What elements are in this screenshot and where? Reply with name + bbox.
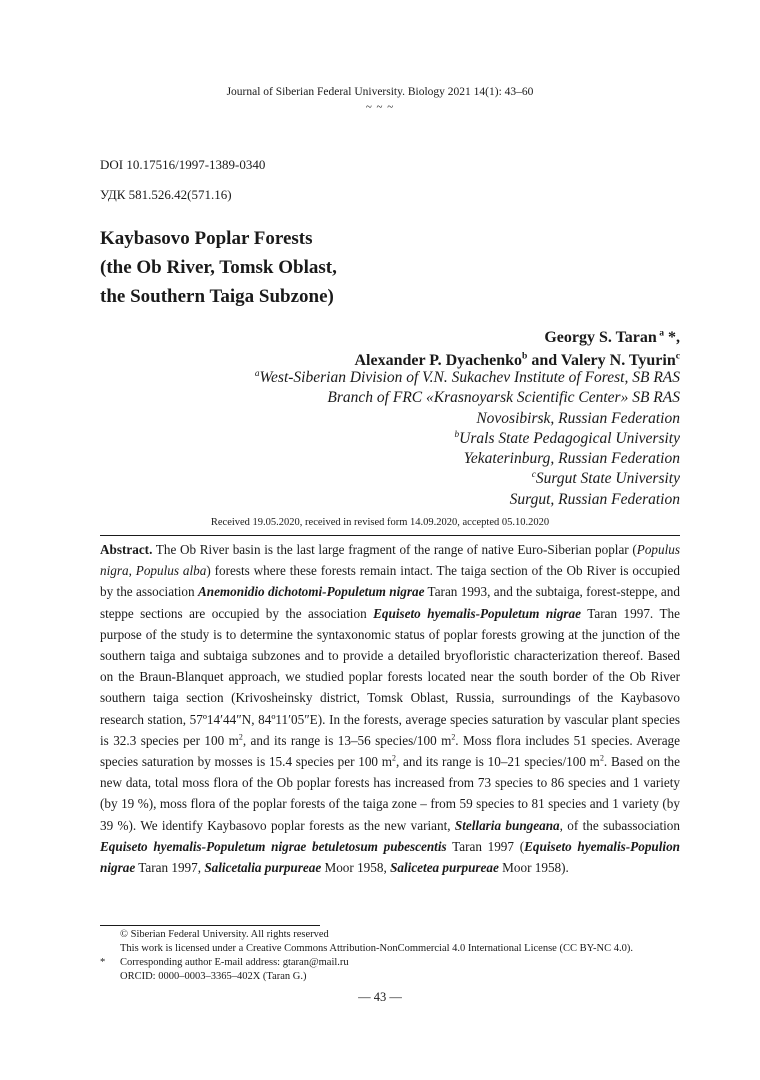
affiliation-a-line3: Novosibirsk, Russian Federation	[476, 409, 680, 427]
affiliation-a	[255, 368, 680, 388]
email-text: Corresponding author E-mail address: gtaran@mail.ru	[120, 957, 349, 968]
abstract	[100, 539, 680, 878]
affiliation-c	[255, 469, 680, 489]
affiliation-b	[255, 429, 680, 449]
page-number: — 43 —	[358, 990, 402, 1004]
affiliation-marker: a	[254, 368, 260, 379]
udk-code: УДК 581.526.42(571.16)	[100, 187, 232, 202]
author-list	[354, 326, 680, 372]
author-name: Alexander P. Dyachenko	[354, 352, 523, 369]
affiliation-marker: b	[454, 429, 460, 440]
affiliation-text: West-Siberian Division of V.N. Sukachev Institute of Forest, SB RAS	[259, 369, 680, 386]
affiliation-marker: a	[659, 327, 664, 339]
paper-title	[100, 224, 337, 311]
affiliation-b-line2: Yekaterinburg, Russian Federation	[463, 450, 680, 468]
title-line-1: Kaybasovo Poplar Forests	[100, 228, 313, 249]
orcid-note: ORCID: 0000–0003–3365–402X (Taran G.)	[120, 971, 307, 982]
affiliation-text: Urals State Pedagogical University	[459, 429, 680, 447]
license-note: This work is licensed under a Creative Commons Attribution-NonCommercial 4.0 International License (CC BY-NC 4.0).	[120, 943, 633, 954]
footnote-divider	[100, 925, 320, 926]
copyright-note: © Siberian Federal University. All rights reserved	[120, 929, 329, 940]
affiliation-a-line2: Branch of FRC «Krasnoyarsk Scientific Center» SB RAS	[327, 389, 680, 407]
affiliation-marker: c	[531, 470, 536, 481]
footnote-star: *	[100, 957, 106, 968]
abstract-text: Abstract. The Ob River basin is the last large fragment of the range of native Euro-Siberian poplar (Populus nigra, Populus alba) forests where these forests remain intact. The taiga section of the Ob River is occupied by the association Anemonidio dichotomi-Populetum nigrae Taran 1993, and the subtaiga, forest-steppe, and steppe sections are occupied by the association Equiseto hyemalis-Populetum nigrae Taran 1997. The purpose of the study is to determine the syntaxonomic status of poplar forests growing at the junction of the southern taiga and subtaiga subzones and to provide a detailed bryofloristic characterization thereof. Based on the Braun-Blanquet approach, we studied poplar forests located near the south border of the Ob River southern taiga section (Krivosheinsky district, Tomsk Oblast, Russia, surroundings of the Kaybasovo research station, 57º14′44″N, 84º11′05″E). In the forests, average species saturation by vascular plant species is 32.3 species per 100 $m^2$, and its range is 13–56 species/100 $m^2$. Moss flora includes 51 species. Average species saturation by mosses is 15.4 species per 100 $m^2$, and its range is 10–21 species/100 $m^2$. Based on the new data, total moss flora of the Ob poplar forests has increased from 73 species to 86 species and 1 variety (by 19 %), moss flora of the poplar forests of the taiga zone – from 59 species to 81 species and 1 variety (by 39 %). We identify Kaybasovo poplar forests as the new variant, Stellaria bungeana, of the subassociation Equiseto hyemalis-Populetum nigrae betuletosum pubescentis Taran 1997 (Equiseto hyemalis-Populion nigrae Taran 1997, Salicetalia purpureae Moor 1958, Salicetea purpureae Moor 1958).	[100, 542, 681, 876]
title-line-3: the Southern Taiga Subzone)	[100, 286, 334, 307]
title-line-2: (the Ob River, Tomsk Oblast,	[100, 257, 337, 278]
journal-header: Journal of Siberian Federal University. Biology 2021 14(1): 43–60	[226, 86, 534, 98]
author-name: Valery N. Tyurin	[560, 352, 676, 369]
footnotes	[100, 928, 633, 984]
affiliation-marker: c	[675, 350, 680, 362]
corresponding-author-note	[100, 956, 633, 970]
affiliation-text: Surgut State University	[535, 470, 680, 488]
author-line-1	[354, 326, 680, 349]
author-conjunction: and	[527, 352, 561, 369]
corresponding-marker: *,	[664, 329, 680, 346]
abstract-label: Abstract.	[100, 542, 153, 557]
divider	[100, 535, 680, 536]
affiliations	[255, 368, 680, 510]
affiliation-c-line2: Surgut, Russian Federation	[509, 490, 680, 508]
author-name: Georgy S. Taran	[544, 329, 657, 346]
affiliation-marker: b	[522, 350, 528, 362]
received-dates: Received 19.05.2020, received in revised form 14.09.2020, accepted 05.10.2020	[210, 517, 550, 528]
header-ornament: ~ ~ ~	[365, 101, 395, 113]
doi: DOI 10.17516/1997-1389-0340	[100, 157, 266, 172]
